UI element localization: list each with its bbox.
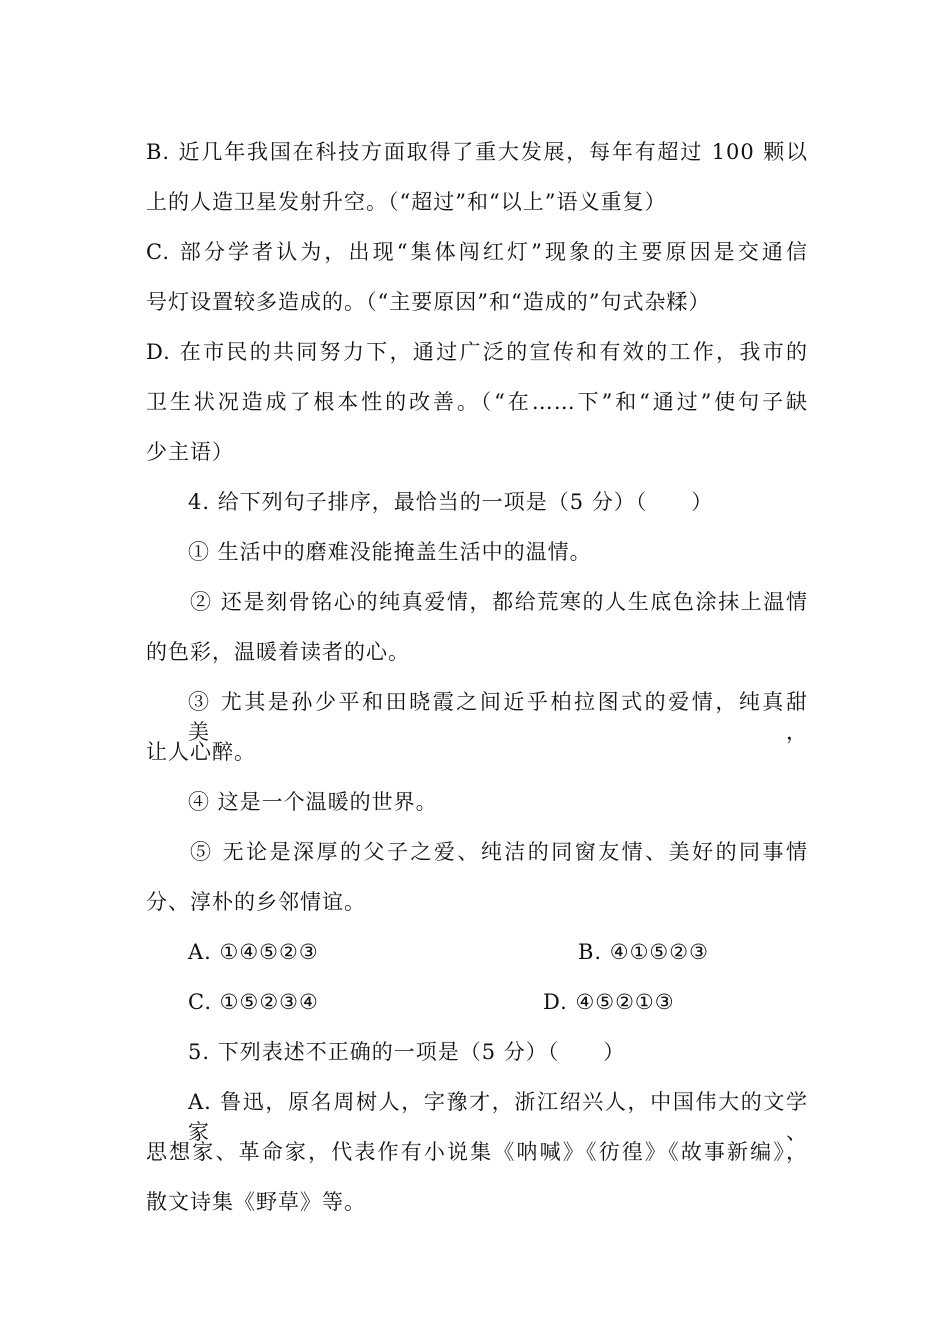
q4-option-b: B. ④①⑤②③: [578, 940, 709, 964]
q5-option-a-line2: 思想家、革命家，代表作有小说集《呐喊》《彷徨》《故事新编》，: [146, 1140, 808, 1164]
q4-sentence-5-line2: 分、淳朴的乡邻情谊。: [146, 890, 366, 914]
q4-sentence-4: ④ 这是一个温暖的世界。: [188, 790, 438, 814]
q5-option-a-line1: A. 鲁迅，原名周树人，字豫才，浙江绍兴人，中国伟大的文学家、: [188, 1090, 808, 1144]
q4-option-d: D. ④⑤②①③: [543, 990, 675, 1014]
q4-stem: 4. 给下列句子排序，最恰当的一项是（5 分）（ ）: [188, 490, 714, 514]
q5-option-a-line3: 散文诗集《野草》等。: [146, 1190, 366, 1214]
q3-option-b-line1: B. 近几年我国在科技方面取得了重大发展，每年有超过 100 颗以: [146, 140, 808, 164]
q3-option-d-line1: D. 在市民的共同努力下，通过广泛的宣传和有效的工作，我市的: [146, 340, 808, 364]
q4-option-c: C. ①⑤②③④: [188, 990, 319, 1014]
q3-option-b-line2: 上的人造卫星发射升空。（“超过”和“以上”语义重复）: [146, 190, 667, 214]
q4-sentence-2-line2: 的色彩，温暖着读者的心。: [146, 640, 410, 664]
q3-option-c-line2: 号灯设置较多造成的。（“主要原因”和“造成的”句式杂糅）: [146, 290, 711, 314]
q4-option-a: A. ①④⑤②③: [188, 940, 319, 964]
q3-option-c-line1: C. 部分学者认为，出现“集体闯红灯”现象的主要原因是交通信: [146, 240, 808, 264]
q3-option-d-line3: 少主语）: [146, 440, 234, 464]
q4-sentence-1: ① 生活中的磨难没能掩盖生活中的温情。: [188, 540, 592, 564]
q3-option-d-line2: 卫生状况造成了根本性的改善。（“在……下”和“通过”使句子缺: [146, 390, 808, 414]
q5-stem: 5. 下列表述不正确的一项是（5 分）（ ）: [188, 1040, 626, 1064]
q4-sentence-3-line2: 让人心醉。: [146, 740, 256, 764]
q4-sentence-3-line1: ③ 尤其是孙少平和田晓霞之间近乎柏拉图式的爱情，纯真甜美，: [188, 690, 808, 744]
q4-sentence-2-line1: ② 还是刻骨铭心的纯真爱情，都给荒寒的人生底色涂抹上温情: [190, 590, 808, 614]
q4-sentence-5-line1: ⑤ 无论是深厚的父子之爱、纯洁的同窗友情、美好的同事情: [190, 840, 808, 864]
